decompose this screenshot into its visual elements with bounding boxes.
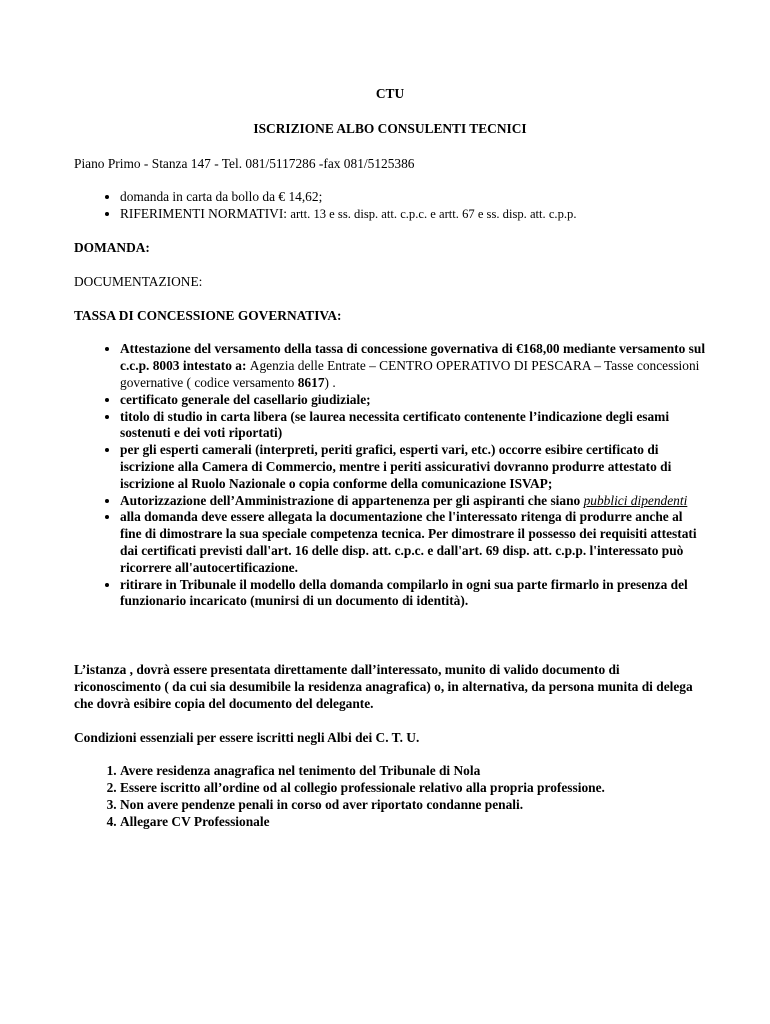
list-item: • Attestazione del versamento della tassa di concessione governativa di €168,00 mediante versamento sul c.c.p. 8003 intestato a: Agenzia delle Entrate – CENTRO OPERATIVO DI PESCARA – Tasse concessioni governative ( codice versamento 8617) . bbox=[120, 341, 706, 391]
list-item: • certificato generale del casellario giudiziale; bbox=[120, 392, 706, 409]
document-page bbox=[74, 86, 706, 831]
list-item: 3. Non avere pendenze penali in corso od aver riportato condanne penali. bbox=[120, 797, 706, 814]
list-item: 2. Essere iscritto all’ordine od al collegio professionale relativo alla propria professione. bbox=[120, 780, 706, 797]
list-item: • titolo di studio in carta libera (se laurea necessita certificato contenente l’indicazione degli esami sostenuti e dei voti riportati) bbox=[120, 409, 706, 443]
list-item: • alla domanda deve essere allegata la documentazione che l'interessato ritenga di produrre anche al fine di dimostrare la sua speciale competenza tecnica. Per dimostrare il possesso dei requisiti attestati dai certificati previsti dall'art. 16 delle disp. att. c.p.c. e dall'art. 69 disp. att. c.p.p. l'interessato può ricorrere all'autocertificazione. bbox=[120, 509, 706, 576]
section-tassa: TASSA DI CONCESSIONE GOVERNATIVA: bbox=[74, 307, 342, 323]
requirements-list bbox=[74, 341, 706, 610]
doc-title: CTU bbox=[375, 86, 405, 101]
list-item: • domanda in carta da bollo da € 14,62; bbox=[120, 189, 706, 206]
istanza-paragraph: L’istanza , dovrà essere presentata direttamente dall’interessato, munito di valido documento di riconoscimento ( da cui sia desumibile la residenza anagrafica) o, in alternativa, da persona munita di delega che dovrà esibire copia del documento del delegante. bbox=[74, 662, 693, 711]
list-item: • ritirare in Tribunale il modello della domanda compilarlo in ogni sua parte firmarlo in presenza del funzionario incaricato (munirsi di un documento di identità). bbox=[120, 577, 706, 611]
doc-subtitle: ISCRIZIONE ALBO CONSULENTI TECNICI bbox=[253, 120, 527, 136]
list-item: • RIFERIMENTI NORMATIVI: artt. 13 e ss. disp. att. c.p.c. e artt. 67 e ss. disp. att. c.p.p. bbox=[120, 206, 706, 223]
list-item: 1. Avere residenza anagrafica nel tenimento del Tribunale di Nola bbox=[120, 763, 706, 780]
conditions-title: Condizioni essenziali per essere iscritti negli Albi dei C. T. U. bbox=[74, 729, 420, 745]
conditions-list bbox=[74, 763, 706, 830]
contact-line: Piano Primo - Stanza 147 - Tel. 081/5117286 -fax 081/5125386 bbox=[74, 155, 415, 171]
list-item: 4. Allegare CV Professionale bbox=[120, 814, 706, 831]
list-item: • per gli esperti camerali (interpreti, periti grafici, esperti vari, etc.) occorre esibire certificato di iscrizione alla Camera di Commercio, mentre i periti assicurativi dovranno produrre attestato di iscrizione al Ruolo Nazionale o copia conforme della comunicazione ISVAP; bbox=[120, 442, 706, 492]
pubblici-dipendenti-link[interactable]: pubblici dipendenti bbox=[583, 492, 688, 508]
section-documentazione: DOCUMENTAZIONE: bbox=[74, 273, 203, 289]
section-domanda: DOMANDA: bbox=[74, 239, 150, 255]
intro-list bbox=[74, 189, 706, 223]
list-item: • Autorizzazione dell’Amministrazione di appartenenza per gli aspiranti che siano pubblici dipendenti bbox=[120, 493, 706, 510]
